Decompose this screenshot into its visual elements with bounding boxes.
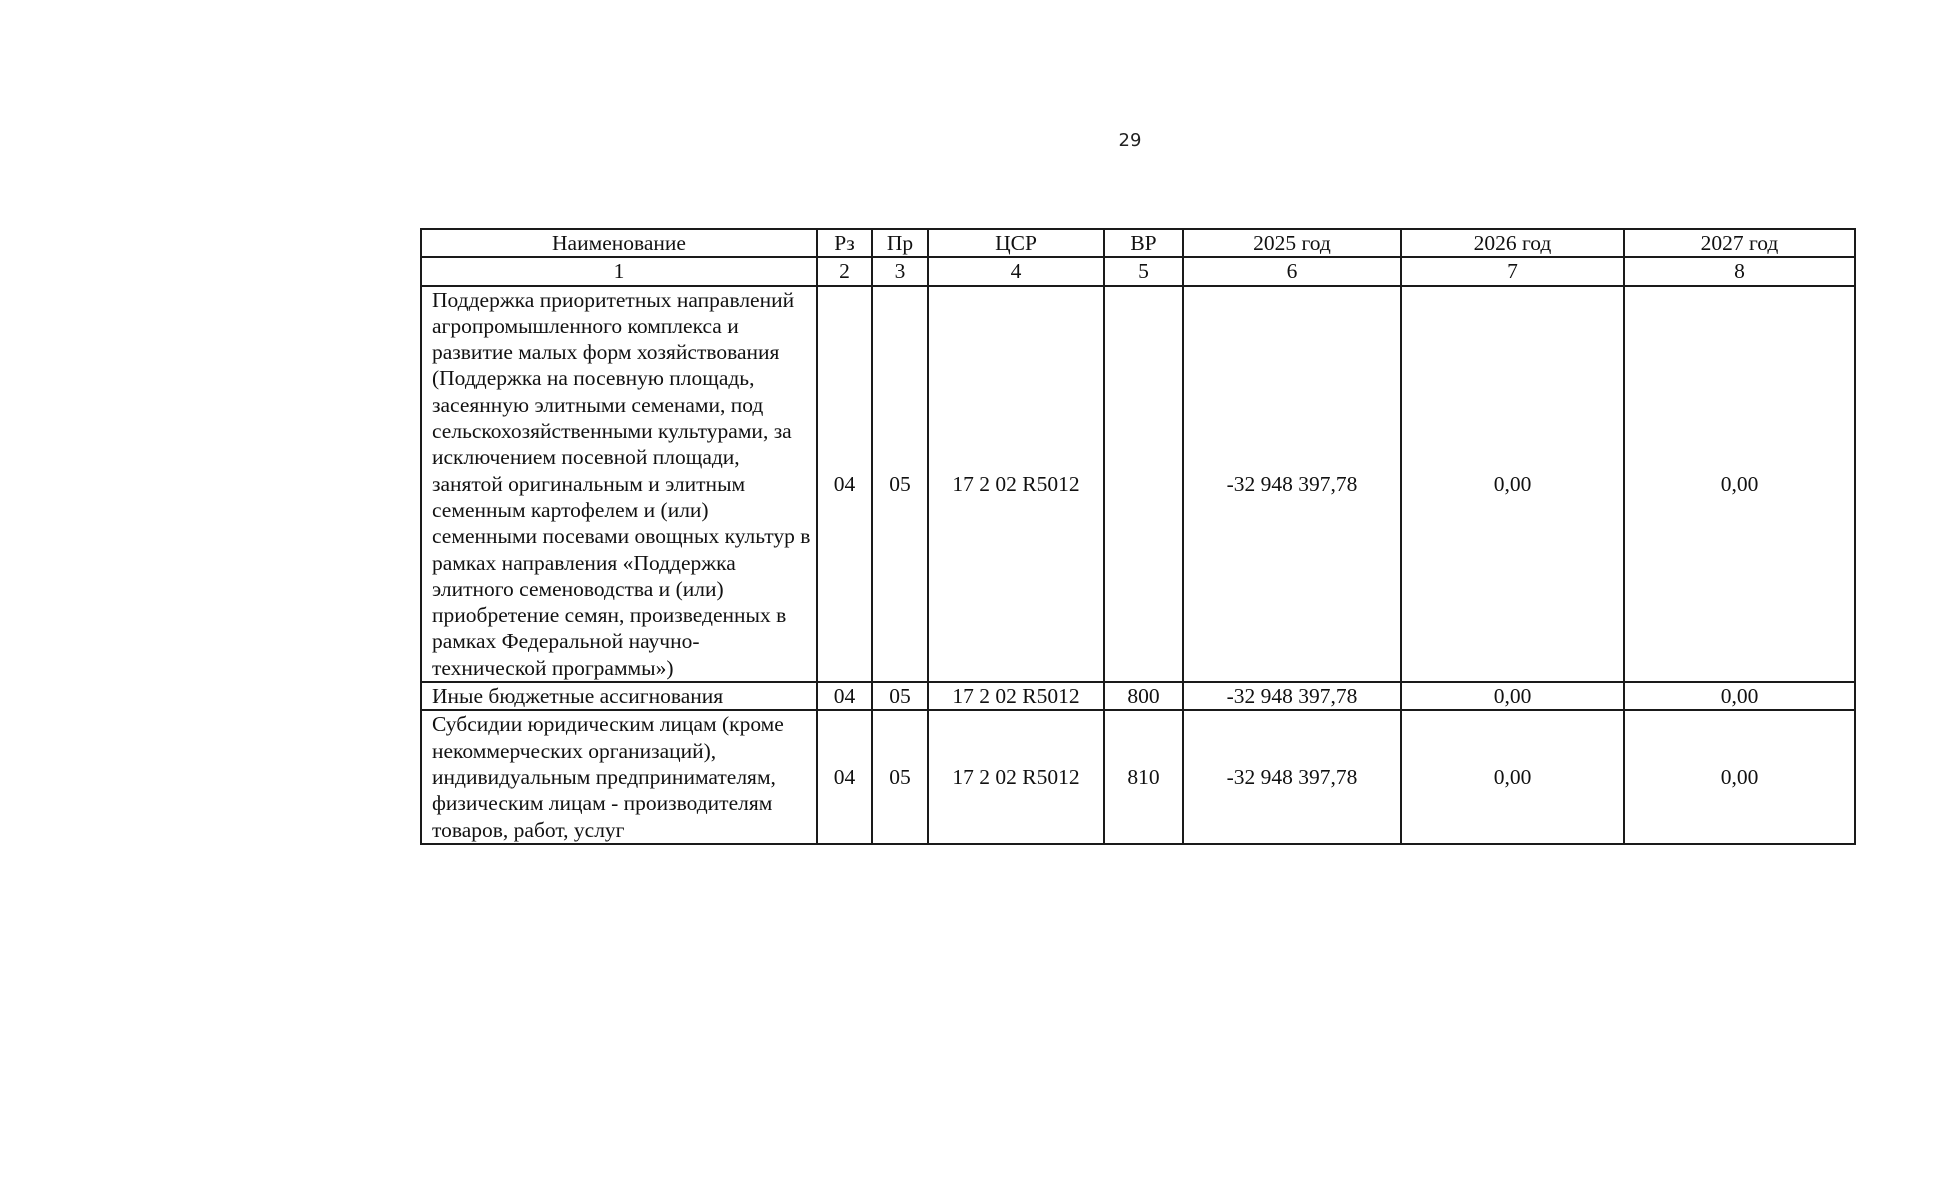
header-2027: 2027 год — [1624, 229, 1855, 257]
row-2027: 0,00 — [1624, 286, 1855, 682]
table-row — [421, 682, 1855, 710]
budget-table — [420, 228, 1856, 845]
column-number: 4 — [928, 257, 1104, 285]
row-pr: 05 — [872, 710, 928, 843]
header-name: Наименование — [421, 229, 817, 257]
column-number: 8 — [1624, 257, 1855, 285]
page-number: 29 — [1118, 130, 1142, 151]
row-2026: 0,00 — [1401, 710, 1624, 843]
row-2025: -32 948 397,78 — [1183, 286, 1401, 682]
row-vr: 800 — [1104, 682, 1183, 710]
column-number-row — [421, 257, 1855, 285]
row-name: Субсидии юридическим лицам (кроме некоммерческих организаций), индивидуальным предпринимателям, физическим лицам - производителям товаров, работ, услуг — [421, 710, 817, 843]
row-pr: 05 — [872, 286, 928, 682]
table-row — [421, 286, 1855, 682]
header-2026: 2026 год — [1401, 229, 1624, 257]
column-number: 6 — [1183, 257, 1401, 285]
row-2027: 0,00 — [1624, 710, 1855, 843]
row-rz: 04 — [817, 286, 872, 682]
row-pr: 05 — [872, 682, 928, 710]
row-csr: 17 2 02 R5012 — [928, 286, 1104, 682]
row-name: Поддержка приоритетных направлений агропромышленного комплекса и развитие малых форм хозяйствования (Поддержка на посевную площадь, засеянную элитными семенами, под сельскохозяйственными культурами, за исключением посевной площади, занятой оригинальным и элитным семенным картофелем и (или) семенными посевами овощных культур в рамках направления «Поддержка элитного семеноводства и (или) приобретение семян, произведенных в рамках Федеральной научно-технической программы») — [421, 286, 817, 682]
column-number: 2 — [817, 257, 872, 285]
column-number: 7 — [1401, 257, 1624, 285]
row-rz: 04 — [817, 710, 872, 843]
header-pr: Пр — [872, 229, 928, 257]
row-2025: -32 948 397,78 — [1183, 710, 1401, 843]
column-number: 1 — [421, 257, 817, 285]
header-rz: Рз — [817, 229, 872, 257]
row-csr: 17 2 02 R5012 — [928, 682, 1104, 710]
row-name: Иные бюджетные ассигнования — [421, 682, 817, 710]
header-2025: 2025 год — [1183, 229, 1401, 257]
header-vr: ВР — [1104, 229, 1183, 257]
row-2026: 0,00 — [1401, 286, 1624, 682]
row-vr: 810 — [1104, 710, 1183, 843]
row-2027: 0,00 — [1624, 682, 1855, 710]
table-row — [421, 710, 1855, 843]
header-csr: ЦСР — [928, 229, 1104, 257]
row-csr: 17 2 02 R5012 — [928, 710, 1104, 843]
column-number: 5 — [1104, 257, 1183, 285]
row-rz: 04 — [817, 682, 872, 710]
row-2025: -32 948 397,78 — [1183, 682, 1401, 710]
header-row — [421, 229, 1855, 257]
row-vr — [1104, 286, 1183, 682]
column-number: 3 — [872, 257, 928, 285]
row-2026: 0,00 — [1401, 682, 1624, 710]
